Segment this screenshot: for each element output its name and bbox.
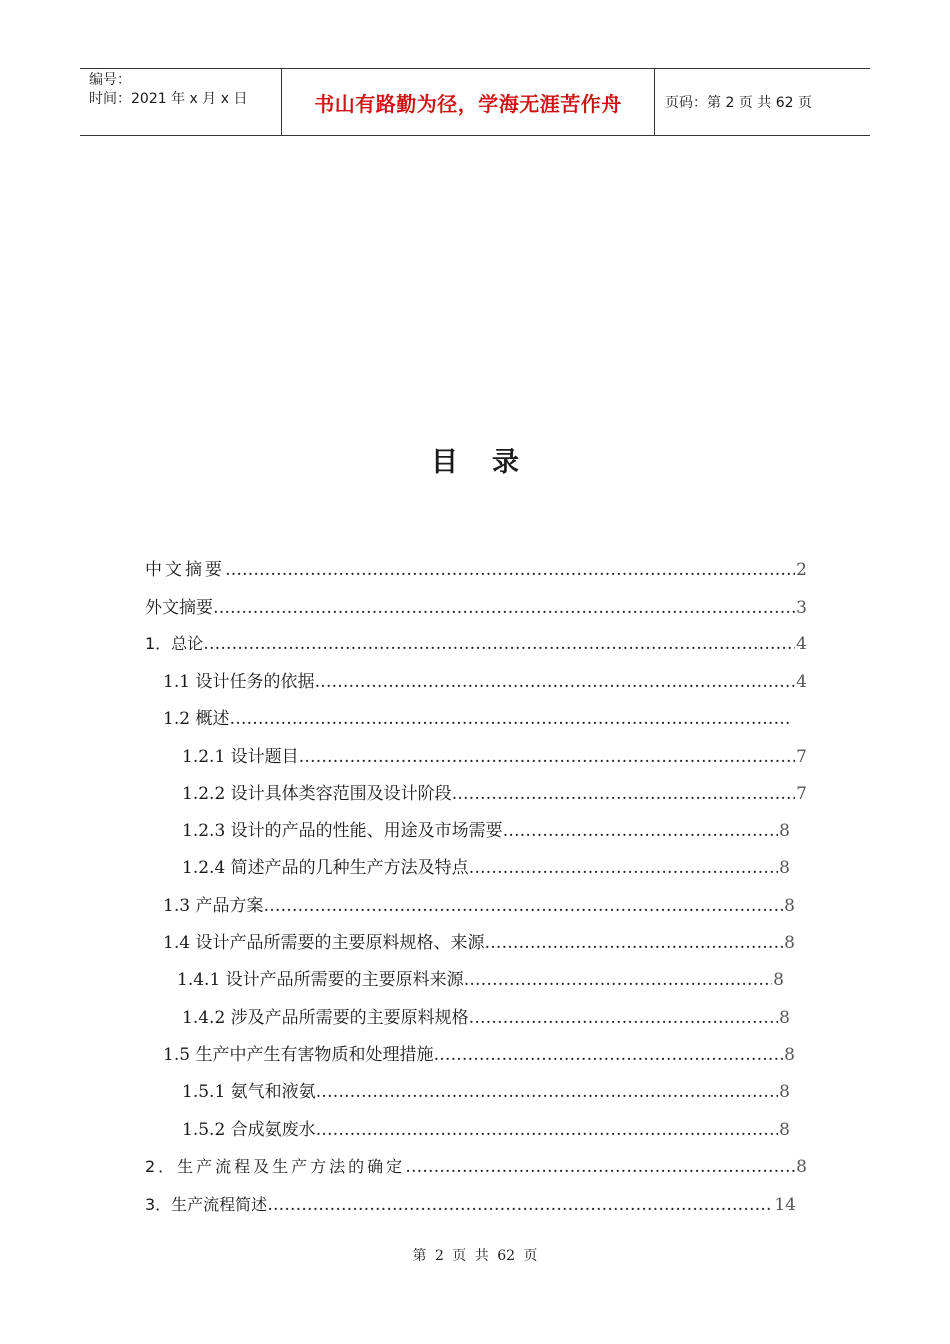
toc-entry-page: 8 xyxy=(779,858,790,878)
toc-entry[interactable] xyxy=(145,632,807,656)
toc-entry-page: 8 xyxy=(779,1008,790,1028)
toc-entry-label: 3．生产流程简述 xyxy=(145,1195,268,1214)
toc-entry-label: 1.4 设计产品所需要的主要原料规格、来源 xyxy=(163,933,485,953)
toc-leader-dots xyxy=(316,1080,779,1104)
header-meta xyxy=(80,69,281,135)
toc-leader-dots xyxy=(213,596,795,620)
toc-leader-dots xyxy=(314,670,795,694)
toc-leader-dots xyxy=(503,819,779,843)
toc-leader-dots xyxy=(484,931,783,955)
toc-entry[interactable] xyxy=(182,819,790,843)
toc-entry[interactable] xyxy=(177,968,784,992)
toc-entry[interactable] xyxy=(145,596,807,620)
toc-leader-dots xyxy=(263,894,783,918)
header-page-info: 页码：第 2 页 共 62 页 xyxy=(665,95,812,111)
toc-entry[interactable] xyxy=(145,1155,807,1179)
document-number-label: 编号： xyxy=(89,72,131,88)
header-motto: 书山有路勤为径，学海无涯苦作舟 xyxy=(314,91,622,116)
toc-entry-page: 8 xyxy=(784,896,795,916)
toc-entry-label: 1．总论 xyxy=(145,634,204,653)
toc-entry-page: 2 xyxy=(796,560,807,580)
toc-entry[interactable] xyxy=(163,931,795,955)
toc-leader-dots xyxy=(433,1043,783,1067)
toc-entry[interactable] xyxy=(163,670,807,694)
toc-entry-label: 2．生产流程及生产方法的确定 xyxy=(145,1157,406,1176)
toc-entry[interactable] xyxy=(182,1006,790,1030)
toc-leader-dots xyxy=(405,1155,795,1179)
toc-leader-dots xyxy=(229,707,791,731)
toc-entry[interactable] xyxy=(182,856,790,880)
toc-entry-label: 外文摘要 xyxy=(145,598,213,618)
toc-entry[interactable] xyxy=(163,894,795,918)
toc-entry-page: 8 xyxy=(773,970,784,990)
toc-entry-label: 1.2.4 简述产品的几种生产方法及特点 xyxy=(182,858,469,878)
toc-entry[interactable] xyxy=(182,1118,790,1142)
toc-entry-label: 1.5 生产中产生有害物质和处理措施 xyxy=(163,1045,434,1065)
toc-entry-page: 8 xyxy=(779,1082,790,1102)
toc-entry[interactable] xyxy=(163,1043,795,1067)
toc-entry-page: 8 xyxy=(784,933,795,953)
page-header xyxy=(80,68,870,136)
toc-entry-label: 1.2 概述 xyxy=(163,709,230,729)
toc-entry-label: 1.4.1 设计产品所需要的主要原料来源 xyxy=(177,970,464,990)
header-motto-cell xyxy=(281,69,655,135)
toc-entry-label: 1.5.1 氨气和液氨 xyxy=(182,1082,316,1102)
toc-entry-page: 7 xyxy=(796,784,807,804)
toc-leader-dots xyxy=(452,782,796,806)
page-footer: 第 2 页 共 62 页 xyxy=(412,1248,538,1264)
toc-entry-label: 1.2.1 设计题目 xyxy=(182,747,299,767)
toc-entry-label: 1.1 设计任务的依据 xyxy=(163,672,315,692)
toc-entry[interactable] xyxy=(182,782,807,806)
toc-entry-label: 1.2.2 设计具体类容范围及设计阶段 xyxy=(182,784,452,804)
toc-entry-page: 14 xyxy=(774,1195,796,1215)
toc-entry[interactable] xyxy=(182,745,807,769)
toc-entry-label: 1.4.2 涉及产品所需要的主要原料规格 xyxy=(182,1008,469,1028)
toc-entry-label: 1.2.3 设计的产品的性能、用途及市场需要 xyxy=(182,821,503,841)
toc-leader-dots xyxy=(267,1193,773,1217)
toc-leader-dots xyxy=(299,745,796,769)
toc-leader-dots xyxy=(225,558,795,582)
toc-entry-page: 8 xyxy=(796,1157,807,1177)
toc-entry[interactable] xyxy=(182,1080,790,1104)
toc-entry-page: 8 xyxy=(779,821,790,841)
toc-entry-page: 8 xyxy=(784,1045,795,1065)
toc-entry-page: 4 xyxy=(796,672,807,692)
toc-entry-page: 7 xyxy=(796,747,807,767)
toc-leader-dots xyxy=(203,632,795,656)
toc-title: 目录 xyxy=(431,447,553,478)
toc-entry-page: 3 xyxy=(796,598,807,618)
toc-leader-dots xyxy=(469,1006,779,1030)
toc-entry[interactable] xyxy=(145,558,807,582)
toc-leader-dots xyxy=(464,968,773,992)
toc-entry-label: 1.3 产品方案 xyxy=(163,896,264,916)
document-time-label: 时间：2021 年 x 月 x 日 xyxy=(89,91,248,107)
toc-entry-page: 8 xyxy=(779,1120,790,1140)
toc-leader-dots xyxy=(316,1118,779,1142)
toc-entry[interactable] xyxy=(145,1193,796,1217)
toc-entry[interactable] xyxy=(163,707,792,731)
toc-entry-label: 1.5.2 合成氨废水 xyxy=(182,1120,316,1140)
toc-entry-label: 中文摘要 xyxy=(145,560,225,580)
toc-entry-page: 4 xyxy=(796,634,807,654)
toc-leader-dots xyxy=(469,856,779,880)
